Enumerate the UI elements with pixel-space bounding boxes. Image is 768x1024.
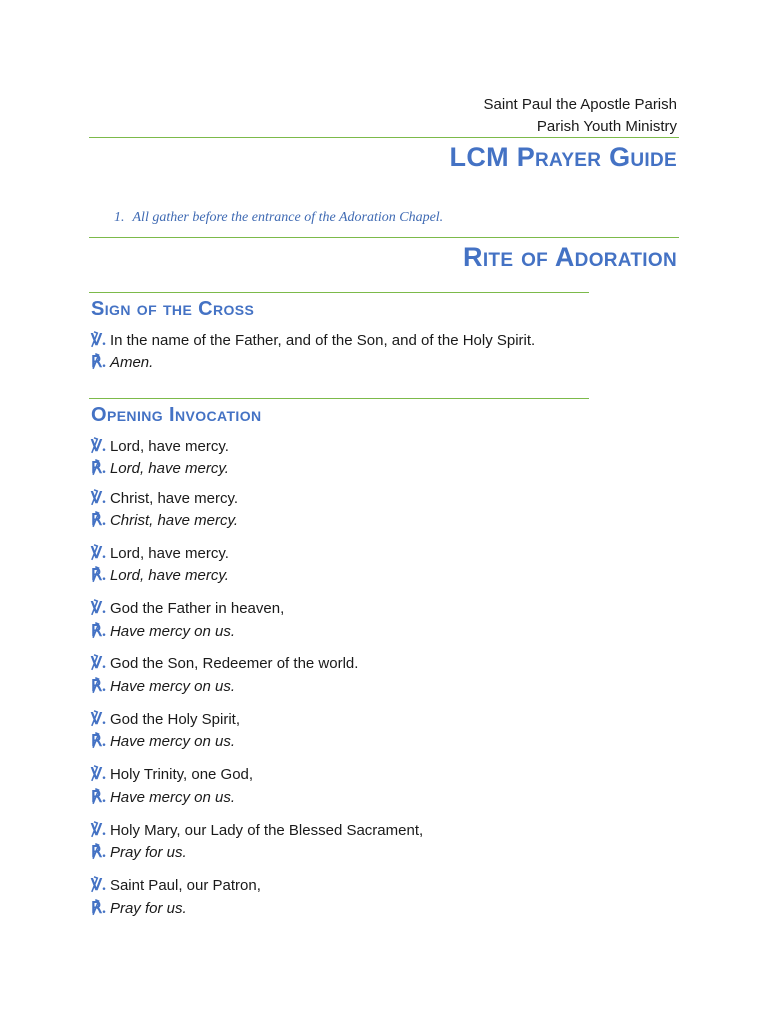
parish-name: Saint Paul the Apostle Parish [483, 96, 677, 113]
response-text: Lord, have mercy. [109, 460, 229, 477]
versicle-symbol: ℣. [91, 822, 106, 839]
header-block [484, 94, 677, 138]
response-line [91, 510, 238, 532]
versicle-line [91, 543, 229, 565]
response-line [91, 842, 187, 864]
rite-title: Rite of Adoration [463, 242, 677, 272]
section-title-opening-invocation: Opening Invocation [91, 404, 262, 426]
response-line [91, 352, 153, 374]
response-text: Amen. [109, 354, 154, 371]
versicle-line [91, 820, 423, 842]
versicle-text: Lord, have mercy. [109, 438, 229, 455]
response-symbol: ℟. [91, 844, 106, 861]
versicle-line [91, 436, 229, 458]
response-line [91, 621, 235, 643]
response-line [91, 565, 229, 587]
response-symbol: ℟. [91, 512, 106, 529]
response-text: Have mercy on us. [109, 623, 235, 640]
versicle-line [91, 598, 284, 620]
response-symbol: ℟. [91, 789, 106, 806]
versicle-text: Lord, have mercy. [109, 545, 229, 562]
response-text: Have mercy on us. [109, 678, 235, 695]
versicle-line [91, 488, 238, 510]
response-symbol: ℟. [91, 567, 106, 584]
page-title: LCM Prayer Guide [449, 142, 677, 172]
response-symbol: ℟. [91, 900, 106, 917]
versicle-symbol: ℣. [91, 711, 106, 728]
divider-opening-invocation [89, 398, 589, 399]
instruction-text: All gather before the entrance of the Adoration Chapel. [132, 210, 444, 225]
versicle-text: God the Holy Spirit, [109, 711, 241, 728]
response-line [91, 898, 187, 920]
divider-rite [89, 237, 679, 238]
response-text: Lord, have mercy. [109, 567, 229, 584]
response-line [91, 676, 235, 698]
versicle-line [91, 764, 253, 786]
versicle-text: Holy Trinity, one God, [109, 766, 254, 783]
versicle-symbol: ℣. [91, 600, 106, 617]
response-line [91, 458, 229, 480]
versicle-text: In the name of the Father, and of the Son, and of the Holy Spirit. [109, 332, 536, 349]
response-text: Have mercy on us. [109, 789, 235, 806]
section-title-sign-of-cross: Sign of the Cross [91, 298, 255, 320]
versicle-text: God the Father in heaven, [109, 600, 285, 617]
divider-top [89, 137, 679, 138]
response-text: Pray for us. [109, 844, 187, 861]
versicle-symbol: ℣. [91, 490, 106, 507]
response-symbol: ℟. [91, 733, 106, 750]
response-symbol: ℟. [91, 354, 106, 371]
response-text: Pray for us. [109, 900, 187, 917]
response-line [91, 731, 235, 753]
versicle-text: Saint Paul, our Patron, [109, 877, 261, 894]
versicle-symbol: ℣. [91, 332, 106, 349]
versicle-line [91, 330, 535, 352]
versicle-symbol: ℣. [91, 766, 106, 783]
response-symbol: ℟. [91, 623, 106, 640]
versicle-symbol: ℣. [91, 438, 106, 455]
versicle-line [91, 875, 261, 897]
versicle-symbol: ℣. [91, 545, 106, 562]
versicle-text: Holy Mary, our Lady of the Blessed Sacrament, [109, 822, 424, 839]
versicle-line [91, 653, 358, 675]
versicle-line [91, 709, 240, 731]
response-text: Have mercy on us. [109, 733, 235, 750]
instruction-item [114, 210, 443, 226]
ministry-name: Parish Youth Ministry [536, 118, 677, 135]
versicle-text: God the Son, Redeemer of the world. [109, 655, 359, 672]
response-text: Christ, have mercy. [109, 512, 239, 529]
divider-sign-of-cross [89, 292, 589, 293]
response-symbol: ℟. [91, 678, 106, 695]
response-symbol: ℟. [91, 460, 106, 477]
versicle-symbol: ℣. [91, 655, 106, 672]
versicle-symbol: ℣. [91, 877, 106, 894]
response-line [91, 787, 235, 809]
versicle-text: Christ, have mercy. [109, 490, 239, 507]
instruction-number: 1. [114, 210, 125, 225]
